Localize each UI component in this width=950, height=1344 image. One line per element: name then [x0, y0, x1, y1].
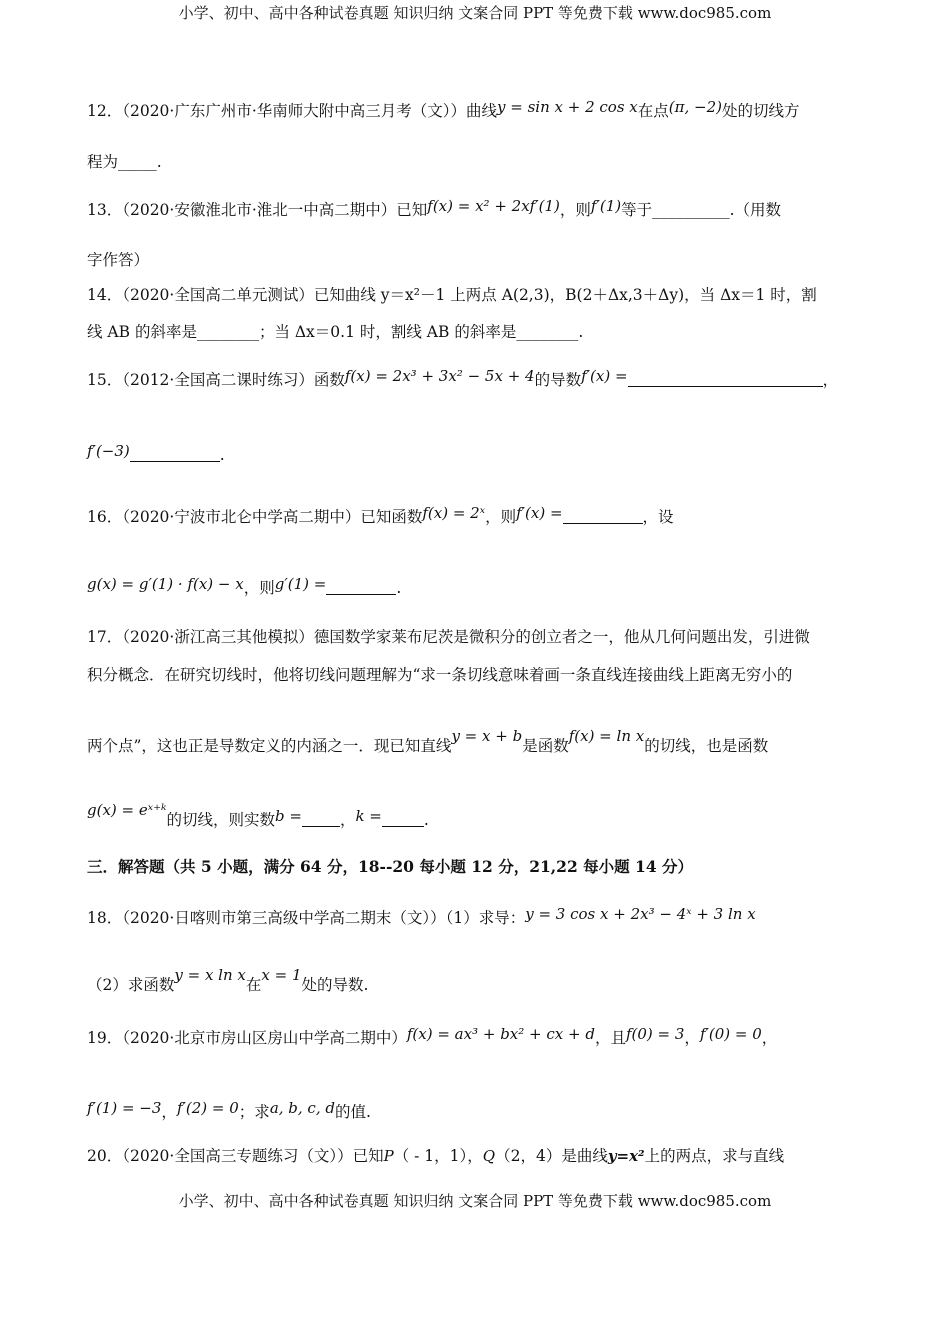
q19-expr3: f′(0) = 0 [699, 1025, 762, 1043]
question-12-line-1 [87, 96, 870, 122]
q13-tail: 等于__________.（用数 [621, 201, 782, 219]
question-19-line-2 [87, 1097, 870, 1123]
q18-text-a: （2）求函数 [87, 976, 175, 994]
q18-expr2: y = x ln x [174, 966, 246, 984]
q17-expr5: k = [355, 807, 382, 825]
q16-mid2: ，则 [243, 579, 275, 597]
q12-expr2: (π, −2) [668, 98, 723, 116]
q19-expr1: f(x) = ax³ + bx² + cx + d [406, 1025, 595, 1043]
q15-mid: 的导数 [534, 371, 582, 389]
q18-text-b: 在 [245, 976, 262, 994]
q15-expr3: f′(−3) [87, 442, 130, 460]
q19-comma1: ， [684, 1029, 700, 1047]
q17-text-a: 两个点”，这也正是导数定义的内涵之一．现已知直线 [87, 737, 452, 755]
page-header: 小学、初中、高中各种试卷真题 知识归纳 文案合同 PPT 等免费下载 www.doc985.com [178, 4, 772, 22]
q20-point-p: P [383, 1147, 394, 1165]
question-17-line-2: 积分概念．在研究切线时，他将切线问题理解为“求一条切线意味着画一条直线连接曲线上距离无穷小的 [87, 666, 793, 684]
q17-expr1: y = x + b [451, 727, 523, 745]
q19-expr2: f(0) = 3 [625, 1025, 685, 1043]
question-18-line-2 [87, 964, 870, 996]
q19-expr5: f′(2) = 0 [176, 1099, 239, 1117]
q17-expr3: g(x) = eˣ⁺ᵏ [87, 801, 167, 819]
question-14-line-1: 14．（2020·全国高二单元测试）已知曲线 y＝x²－1 上两点 A(2,3)，B(2＋Δx,3＋Δy)，当 Δx＝1 时，割 [87, 286, 817, 304]
q16-answer-blank-1 [563, 509, 643, 524]
q17-expr2: f(x) = ln x [568, 727, 645, 745]
q19-prefix: 19．（2020·北京市房山区房山中学高二期中） [87, 1029, 407, 1047]
q19-end: 的值. [334, 1103, 371, 1121]
q20-q-coord: （2，4）是曲线 [495, 1147, 608, 1165]
question-17-line-1: 17．（2020·浙江高三其他模拟）德国数学家莱布尼茨是微积分的创立者之一，他从几何问题出发，引进微 [87, 628, 810, 646]
q20-prefix: 20．（2020·全国高三专题练习（文））已知 [87, 1147, 384, 1165]
q16-tail: ，设 [642, 508, 674, 526]
q15-answer-blank-2 [130, 447, 220, 462]
question-17-line-4 [87, 799, 870, 831]
q18-expr1: y = 3 cos x + 2x³ − 4ˣ + 3 ln x [525, 905, 756, 923]
q19-comma3: ， [161, 1103, 177, 1121]
q19-expr6: a, b, c, d [269, 1099, 335, 1117]
q15-end: . [219, 446, 225, 464]
q12-expr1: y = sin x + 2 cos x [497, 98, 638, 116]
q16-expr1: f(x) = 2ˣ [422, 504, 486, 522]
q15-answer-blank-1 [628, 372, 823, 387]
q17-text-c: 的切线，也是函数 [644, 737, 769, 755]
q20-curve: y=x² [607, 1147, 645, 1165]
q13-mid: ，则 [559, 201, 591, 219]
question-16-line-2 [87, 573, 870, 599]
q17-answer-blank-1 [302, 812, 340, 827]
question-19-line-1 [87, 1023, 870, 1049]
question-13-line-1 [87, 195, 870, 221]
q12-prefix: 12．（2020·广东广州市·华南师大附中高三月考（文））曲线 [87, 102, 498, 120]
q18-prefix: 18．（2020·日喀则市第三高级中学高二期末（文））（1）求导： [87, 909, 526, 927]
q19-comma2: ， [761, 1029, 778, 1047]
q17-answer-blank-2 [382, 812, 424, 827]
q17-text-b: 是函数 [522, 737, 569, 755]
q15-prefix: 15．（2012·全国高二课时练习）函数 [87, 371, 345, 389]
q16-expr3: g(x) = g′(1) · f(x) − x [87, 575, 244, 593]
question-16-line-1 [87, 502, 870, 528]
question-13-line-2: 字作答） [87, 251, 150, 269]
q16-end: . [396, 579, 402, 597]
question-14-line-2: 线 AB 的斜率是________；当 Δx＝0.1 时，割线 AB 的斜率是________. [87, 323, 584, 341]
question-15-line-1 [87, 365, 870, 391]
q15-expr1: f(x) = 2x³ + 3x² − 5x + 4 [344, 367, 535, 385]
q16-prefix: 16．（2020·宁波市北仑中学高二期中）已知函数 [87, 508, 423, 526]
q20-p-coord: （ - 1，1）， [393, 1147, 483, 1165]
q13-prefix: 13．（2020·安徽淮北市·淮北一中高二期中）已知 [87, 201, 428, 219]
question-12-line-2: 程为_____. [87, 153, 162, 171]
q17-text-e: ， [339, 811, 356, 829]
q16-expr2: f′(x) = [516, 504, 563, 522]
q13-expr1: f(x) = x² + 2xf′(1) [427, 197, 560, 215]
q12-mid: 在点 [637, 102, 669, 120]
question-20-line-1 [87, 1145, 870, 1167]
q13-expr2: f′(1) [590, 197, 622, 215]
q17-end: . [423, 811, 429, 829]
q19-mid2: ；求 [238, 1103, 270, 1121]
q15-comma: ， [822, 371, 839, 389]
q18-text-c: 处的导数. [301, 976, 369, 994]
q18-expr3: x = 1 [261, 966, 302, 984]
q12-tail: 处的切线方 [722, 102, 800, 120]
section-3-heading: 三．解答题（共 5 小题，满分 64 分，18--20 每小题 12 分，21,22 每小题 14 分） [87, 857, 694, 876]
q19-mid: ，且 [594, 1029, 626, 1047]
q16-answer-blank-2 [326, 580, 396, 595]
question-18-line-1 [87, 903, 870, 929]
page-footer: 小学、初中、高中各种试卷真题 知识归纳 文案合同 PPT 等免费下载 www.doc985.com [178, 1192, 772, 1210]
q17-text-d: 的切线，则实数 [166, 811, 275, 829]
q20-tail: 上的两点，求与直线 [644, 1147, 785, 1165]
q20-point-q: Q [482, 1147, 496, 1165]
q16-mid: ，则 [485, 508, 517, 526]
q16-expr4: g′(1) = [274, 575, 327, 593]
q15-expr2: f′(x) = [581, 367, 628, 385]
q17-expr4: b = [274, 807, 302, 825]
question-15-line-2 [87, 440, 870, 466]
question-17-line-3 [87, 725, 870, 757]
q19-expr4: f′(1) = −3 [87, 1099, 162, 1117]
